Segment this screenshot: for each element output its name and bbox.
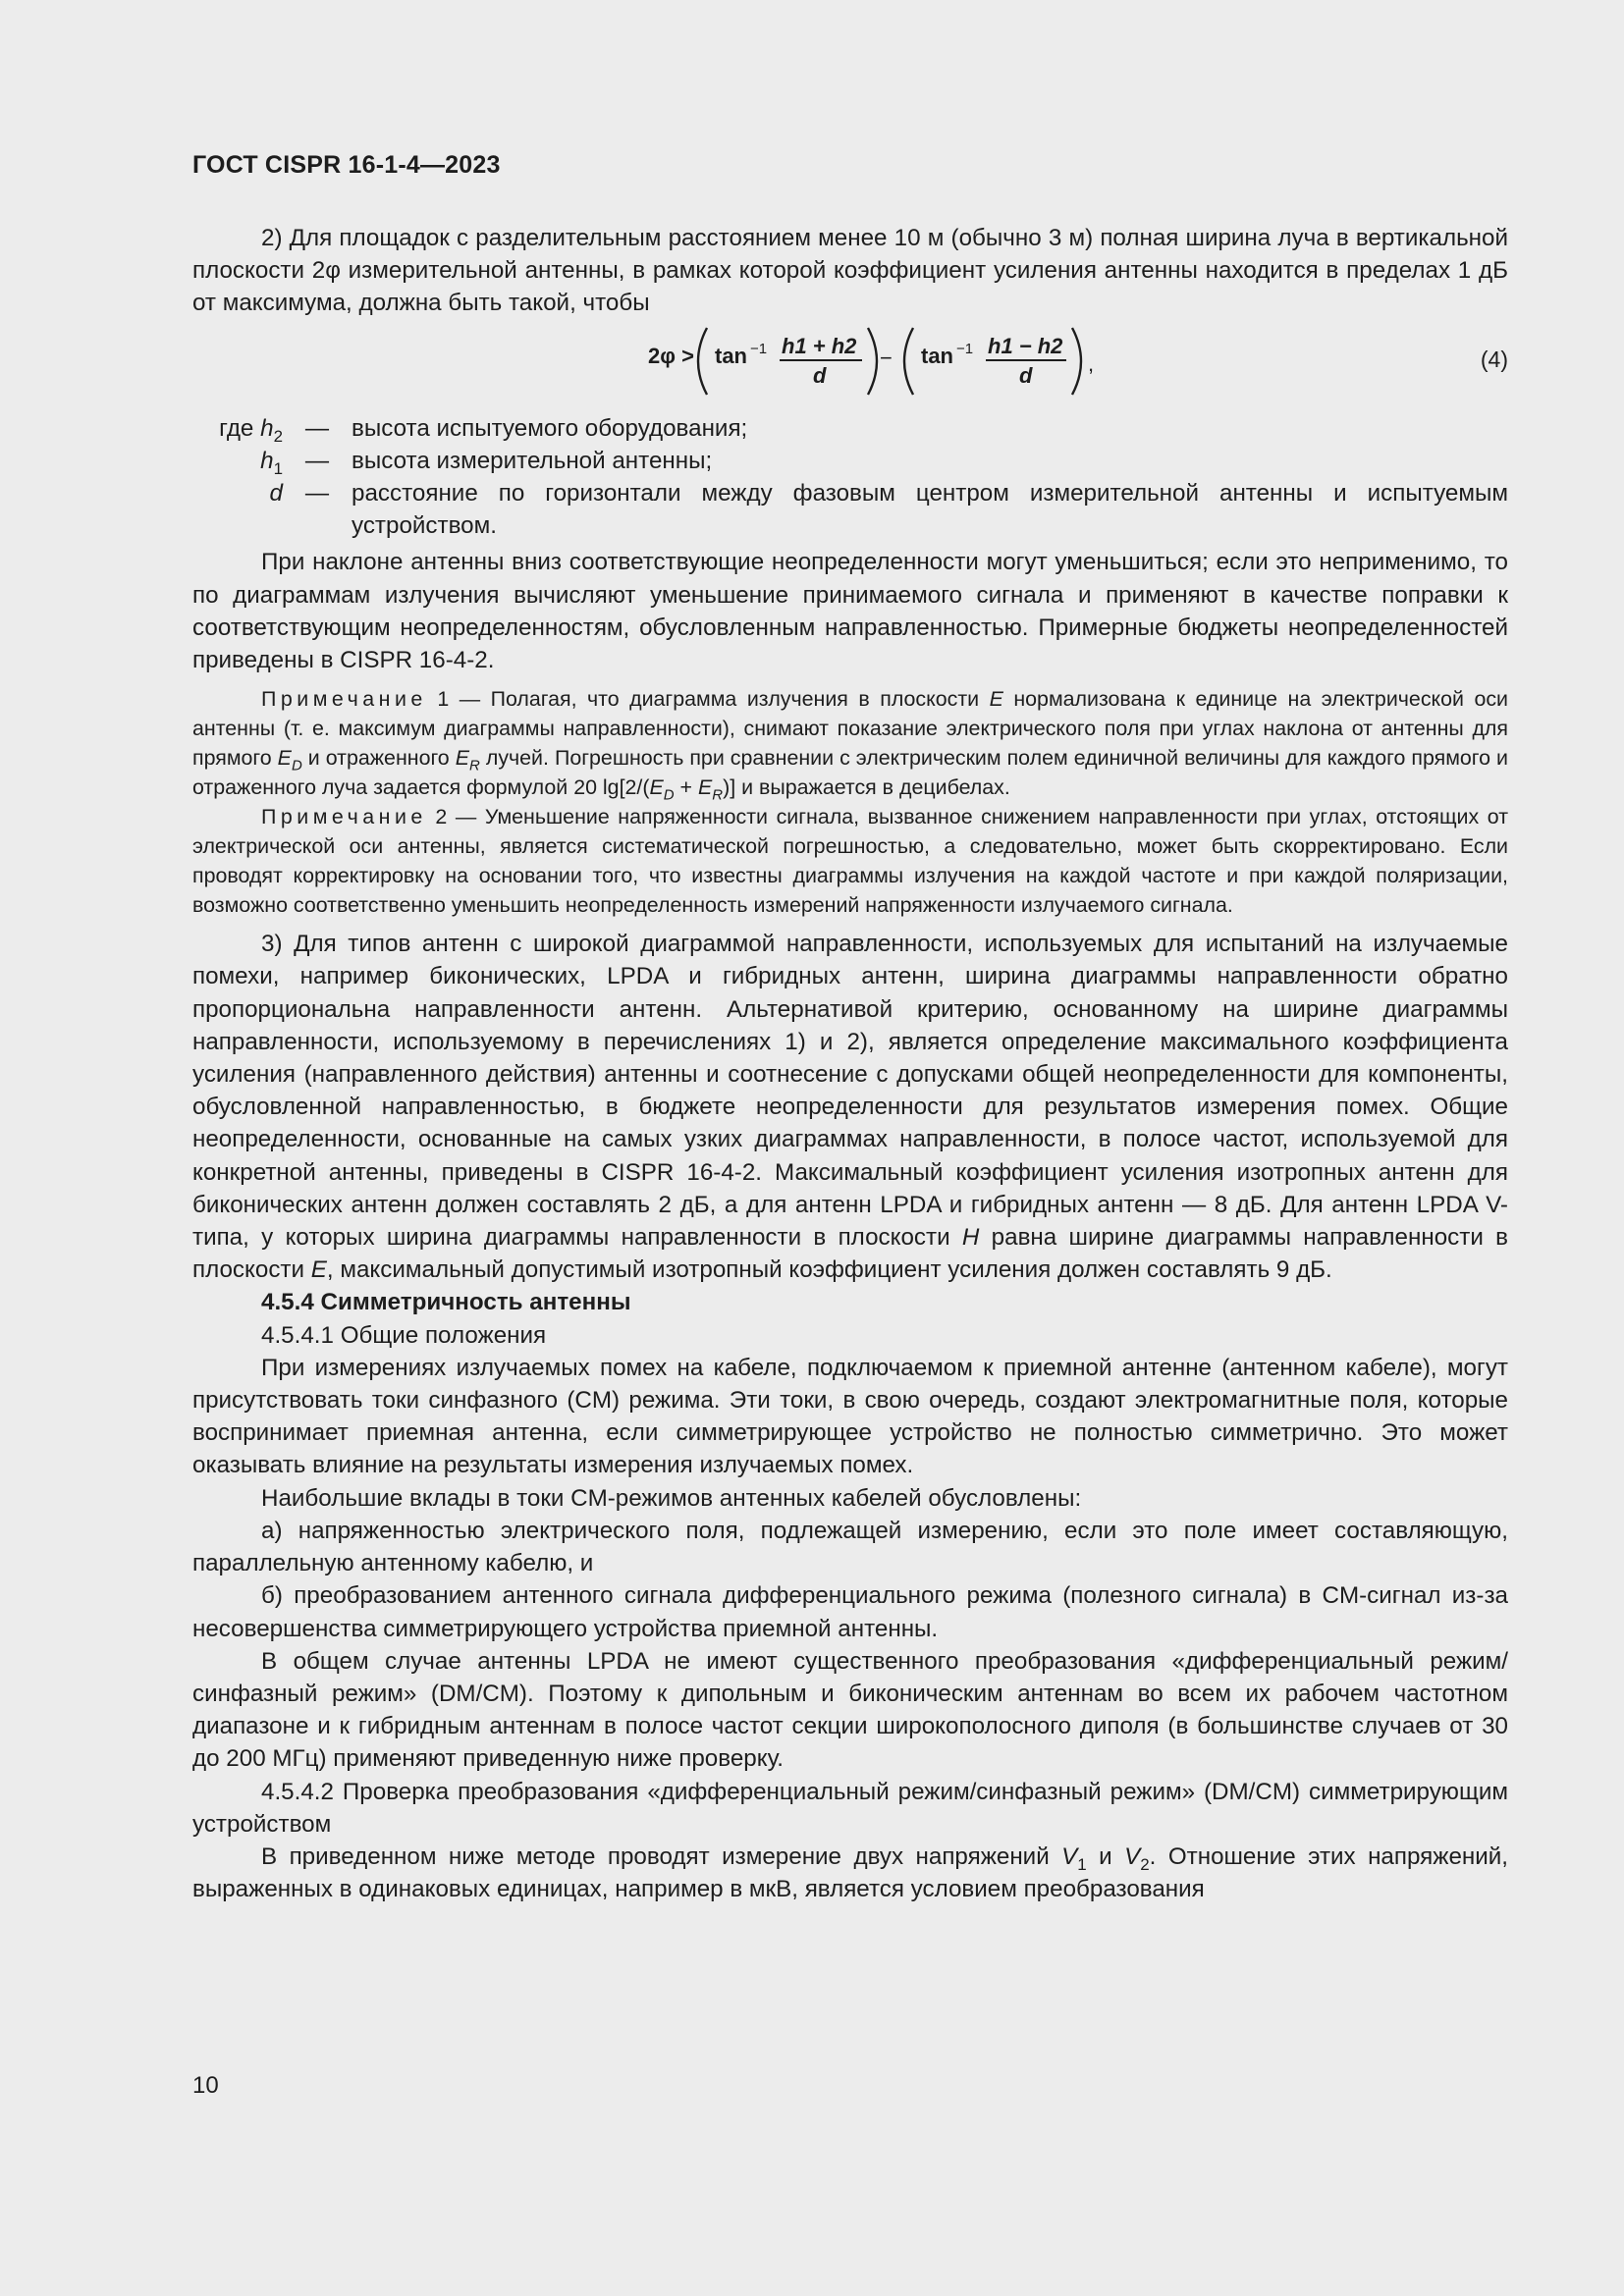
formula-denominator-2: d [1019,362,1033,388]
formula-4 [192,322,1508,400]
list-item-a: а) напряженностью электрического поля, подлежащей измерению, если это поле имеет составляющую, параллельную антенному кабелю, и [192,1517,1508,1577]
note-text: и отраженного [301,746,456,771]
symbol-v: V [1061,1842,1078,1870]
note-number: 1 [437,687,450,712]
formula-minus: − [880,345,893,370]
definition-text: высота испытуемого оборудования; [352,414,748,442]
definition-symbol: h [260,447,274,474]
definition-row [192,412,1508,445]
paragraph-method [192,1841,1508,1905]
paragraph-lpda: В общем случае антенны LPDA не имеют существенного преобразования «дифференциальный режим/синфазный режим» (DM/CM). Поэтому к дипольным и биконическим антеннам во всем их рабочем частотном диапазоне и к гибридным антеннам в полосе частот секции широкополосного диполя (в большинстве случаев от 30 до 200 МГц) применяют приведенную ниже проверку. [192,1647,1508,1773]
definition-subscript: 1 [273,458,283,478]
subscript-r: R [469,757,480,774]
formula-inverse-1: −1 [750,340,768,357]
notes-block [192,684,1508,920]
note-label: Примечание [261,687,427,712]
paren-close-2 [1072,328,1081,395]
note-text: + [674,775,698,800]
definition-symbol: h [260,414,274,442]
paragraph-item-2: 2) Для площадок с разделительным расстоянием менее 10 м (обычно 3 м) полная ширина луча в вертикальной плоскости 2φ измерительной антенны, в рамках которой коэффициент усиления антенны находится в пределах 1 дБ от максимума, должна быть такой, чтобы [192,225,1508,317]
paragraph-text: и [1086,1842,1125,1870]
note-2 [192,802,1508,920]
definition-subscript: 2 [273,426,283,446]
symbol-e: E [697,775,713,800]
subscript-d: D [291,757,302,774]
subscript-2: 2 [1140,1854,1150,1874]
paragraph-text: В приведенном ниже методе проводят измерение двух напряжений [261,1842,1062,1870]
definition-row [192,445,1508,477]
page-number: 10 [192,2072,219,2099]
definition-row [192,477,1508,542]
paragraph-text: . Отношение этих напряжений, выраженных в одинаковых единицах, например в мкВ, является условием преобразования [192,1842,1508,1903]
paragraph-main-contributions: Наибольшие вклады в токи CM-режимов антенных кабелей обусловлены: [261,1484,1082,1512]
definition-intro: где [219,414,254,442]
symbol-e: E [989,687,1003,712]
paragraph-text: , максимальный допустимый изотропный коэффициент усиления должен составлять 9 дБ. [326,1256,1332,1284]
symbol-v: V [1124,1842,1141,1870]
paren-close-1 [868,328,877,395]
note-text: нормализована к единице на электрической оси антенны (т. е. максимум диаграммы направленности), снимают показание электрического поля при углах наклона от антенны для прямого [192,687,1508,771]
note-text: лучей. Погрешность при сравнении с электрическим полем единичной величины для каждого прямого и отраженного луча задается формулой 20 lg[2/( [192,746,1508,800]
subscript-d: D [663,786,675,804]
definition-text: расстояние по горизонтали между фазовым центром измерительной антенны и испытуемым устройством. [352,480,1508,540]
definitions-list [192,412,1508,543]
formula-number: (4) [1480,346,1508,372]
symbol-e: E [277,746,292,771]
document-header: ГОСТ CISPR 16-1-4—2023 [192,151,501,179]
formula-lhs: 2φ > [648,343,694,368]
formula-inverse-2: −1 [956,340,974,357]
definition-symbol: d [269,480,283,507]
subscript-1: 1 [1077,1854,1087,1874]
definition-dash: — [304,414,330,442]
definition-text: высота измерительной антенны; [352,447,713,474]
formula-numerator-1: h1 + h2 [782,333,857,358]
paren-open-1 [698,328,707,395]
definition-dash: — [304,447,330,474]
note-text: — Полагая, что диаграмма излучения в плоскости [449,687,990,712]
subscript-r: R [712,786,724,804]
definition-dash: — [304,480,330,507]
note-number: 2 [435,805,448,829]
subsection-heading-4-5-4-1: 4.5.4.1 Общие положения [261,1321,547,1349]
paragraph-item-3 [192,928,1508,1286]
paren-open-2 [904,328,913,395]
formula-denominator-1: d [813,362,827,388]
symbol-e: E [649,775,664,800]
paragraph-antenna-tilt: При наклоне антенны вниз соответствующие неопределенности могут уменьшиться; если это неприменимо, то по диаграммам излучения вычисляют уменьшение принимаемого сигнала и применяют в качестве поправки к соответствующим неопределенностям, обусловленным направленностью. Примерные бюджеты неопределенностей приведены в CISPR 16-4-2. [192,549,1508,674]
symbol-e: E [455,746,470,771]
formula-tan-2: tan [921,343,953,368]
section-heading-4-5-4: 4.5.4 Симметричность антенны [261,1289,631,1316]
formula-numerator-2: h1 − h2 [988,333,1063,358]
subsection-heading-4-5-4-2: 4.5.4.2 Проверка преобразования «дифференциальный режим/синфазный режим» (DM/CM) симметрирующим устройством [192,1778,1508,1838]
note-text: )] и выражается в децибелах. [723,775,1010,800]
formula-graphic [192,322,1508,400]
symbol-h: H [961,1224,980,1252]
note-text: — Уменьшение напряженности сигнала, вызванное снижением направленности при углах, отстоящих от электрической оси антенны, является систематической погрешностью, а следовательно, может быть скорректировано. Если проводят корректировку на основании того, что известны диаграммы излучения на каждой частоте и при каждой поляризации, возможно соответственно уменьшить неопределенность измерений напряженности излучаемого сигнала. [192,805,1508,918]
paragraph-cm-currents: При измерениях излучаемых помех на кабеле, подключаемом к приемной антенне (антенном кабеле), могут присутствовать токи синфазного (CM) режима. Эти токи, в свою очередь, создают электромагнитные поля, которые воспринимает приемная антенна, если симметрирующее устройство не полностью симметрично. Это может оказывать влияние на результаты измерения излучаемых помех. [192,1354,1508,1479]
note-label: Примечание [261,805,427,829]
formula-comma: , [1088,350,1095,376]
paragraph-text: 3) Для типов антенн с широкой диаграммой направленности, используемых для испытаний на излучаемые помехи, например биконических, LPDA и гибридных антенн, ширина диаграммы направленности обратно пропорциональна направленности антенн. Альтернативой критерию, основанному на ширине диаграммы направленности, используемому в перечислениях 1) и 2), является определение максимального коэффициента усиления (направленного действия) антенны и соотнесение с допусками общей неопределенности для компоненты, обусловленной направленностью, в бюджете неопределенности для результатов измерения помех. Общие неопределенности, основанные на самых узких диаграммах направленности, в полосе частот, используемой для конкретной антенны, приведены в CISPR 16-4-2. Максимальный коэффициент усиления изотропных антенн для биконических антенн должен составлять 2 дБ, а для антенн LPDA и гибридных антенн — 8 дБ. Для антенн LPDA V-типа, у которых ширина диаграммы направленности в плоскости [192,931,1508,1252]
document-body [192,222,1508,1905]
formula-tan-1: tan [715,343,747,368]
note-1 [192,684,1508,802]
symbol-e: E [310,1256,327,1284]
list-item-b: б) преобразованием антенного сигнала дифференциального режима (полезного сигнала) в CM-сигнал из-за несовершенства симметрирующего устройства приемной антенны. [192,1582,1508,1642]
paragraph-text: равна ширине диаграммы направленности в плоскости [192,1224,1508,1284]
